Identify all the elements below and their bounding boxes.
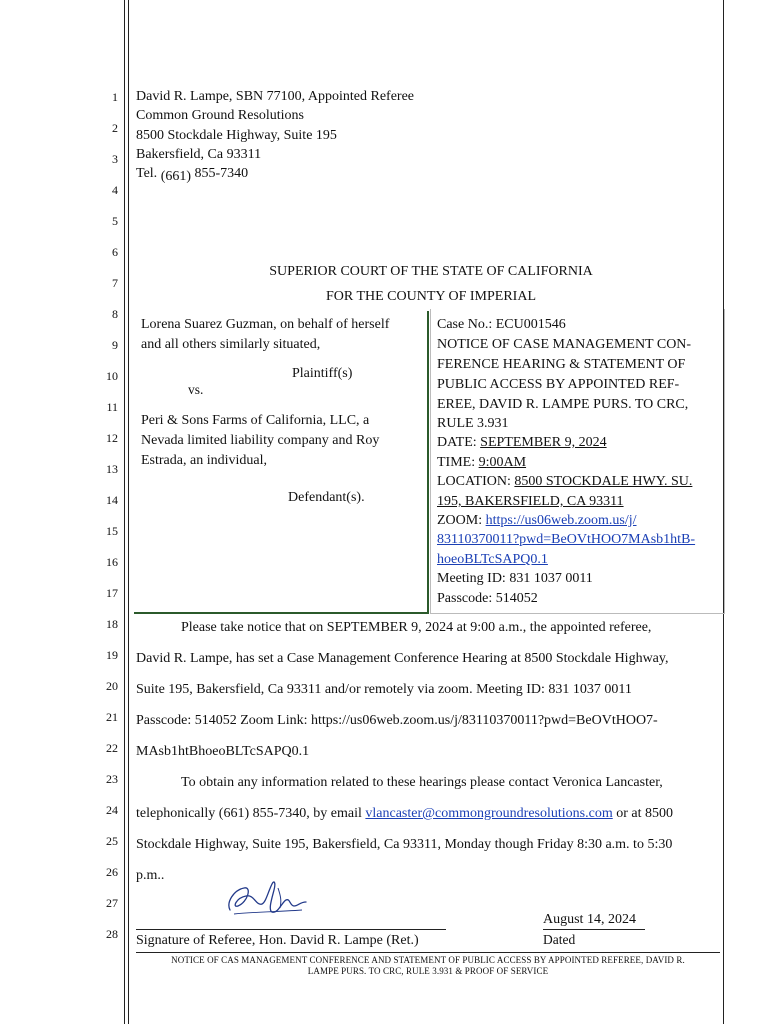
document-title-cont: PUBLIC ACCESS BY APPOINTED REF- <box>437 377 680 392</box>
paragraph-2-text: or at 8500 <box>612 806 673 821</box>
line-number: 7 <box>112 276 118 290</box>
paragraph-2-line: p.m.. <box>136 868 165 883</box>
zoom-link-cont[interactable]: hoeoBLTcSAPQ0.1 <box>437 552 548 567</box>
document-title-cont: RULE 3.931 <box>437 416 509 431</box>
case-number: Case No.: ECU001546 <box>437 317 566 332</box>
signature-caption: Signature of Referee, Hon. David R. Lampe (Ret.) <box>136 933 419 948</box>
dated-label: Dated <box>543 932 576 947</box>
line-number: 28 <box>106 927 118 941</box>
paragraph-1-line: Suite 195, Bakersfield, Ca 93311 and/or remotely via zoom. Meeting ID: 831 1037 0011 <box>136 682 632 697</box>
zoom-label: ZOOM: <box>437 513 483 528</box>
paragraph-2-line <box>136 806 673 822</box>
line-number: 18 <box>106 617 118 631</box>
document-title-cont: FERENCE HEARING & STATEMENT OF <box>437 357 686 372</box>
paragraph-1-line: David R. Lampe, has set a Case Management Conference Hearing at 8500 Stockdale Highway, <box>136 651 669 666</box>
time-label: TIME: <box>437 455 476 470</box>
hearing-time <box>437 455 526 471</box>
footer-line: LAMPE PURS. TO CRC, RULE 3.931 & PROOF OF SERVICE <box>307 966 549 976</box>
line-number: 4 <box>112 183 118 197</box>
line-number: 24 <box>106 803 118 817</box>
line-number: 19 <box>106 648 118 662</box>
line-number: 6 <box>112 245 118 259</box>
email-link[interactable]: vlancaster@commongroundresolutions.com <box>365 806 613 821</box>
footer-line: NOTICE OF CAS MANAGEMENT CONFERENCE AND STATEMENT OF PUBLIC ACCESS BY APPOINTED REFEREE, DAVID R. <box>171 955 685 965</box>
time-value: 9:00AM <box>478 455 527 470</box>
date-label: DATE: <box>437 435 477 450</box>
line-number: 1 <box>112 90 118 104</box>
zoom-link[interactable]: https://us06web.zoom.us/j/ <box>485 513 637 528</box>
paragraph-1-line: MAsb1htBhoeoBLTcSAPQ0.1 <box>136 744 310 759</box>
tel-prefix: Tel. <box>136 166 158 181</box>
passcode: Passcode: 514052 <box>437 591 538 606</box>
paragraph-2-text: telephonically (661) 855-7340, by email <box>136 806 366 821</box>
defendant-name-cont2: Estrada, an individual, <box>141 453 267 468</box>
firm-name: Common Ground Resolutions <box>136 108 305 123</box>
location-value: 8500 STOCKDALE HWY. SU. <box>514 474 693 489</box>
location-label: LOCATION: <box>437 474 511 489</box>
line-number: 21 <box>106 710 118 724</box>
plaintiff-role: Plaintiff(s) <box>292 366 353 381</box>
line-number: 5 <box>112 214 118 228</box>
defendant-role: Defendant(s). <box>288 490 365 505</box>
document-title: NOTICE OF CASE MANAGEMENT CON- <box>437 337 692 352</box>
defendant-name: Peri & Sons Farms of California, LLC, a <box>141 413 370 428</box>
line-number: 13 <box>106 462 118 476</box>
line-number: 27 <box>106 896 118 910</box>
line-number: 17 <box>106 586 118 600</box>
line-number: 11 <box>106 400 118 414</box>
line-number: 26 <box>106 865 118 879</box>
footer <box>136 955 720 977</box>
hearing-date <box>437 435 607 451</box>
date-line <box>543 929 645 930</box>
paragraph-2-line: To obtain any information related to these hearings please contact Veronica Lancaster, <box>181 775 663 790</box>
zoom-info <box>437 513 637 529</box>
court-county: FOR THE COUNTY OF IMPERIAL <box>325 289 536 304</box>
line-number: 3 <box>112 152 118 166</box>
tel-area-code: (661) <box>160 169 192 184</box>
line-number: 14 <box>106 493 118 507</box>
date-value: SEPTEMBER 9, 2024 <box>480 435 607 450</box>
meeting-id: Meeting ID: 831 1037 0011 <box>437 571 593 586</box>
line-number: 16 <box>106 555 118 569</box>
plaintiff-name: Lorena Suarez Guzman, on behalf of herself <box>141 317 390 332</box>
plaintiff-name-cont: and all others similarly situated, <box>141 337 321 352</box>
line-number: 15 <box>106 524 118 538</box>
hearing-location <box>437 474 692 490</box>
location-value-cont: 195, BAKERSFIELD, CA 93311 <box>437 494 624 509</box>
signature-line <box>136 929 446 930</box>
paragraph-1-line: Please take notice that on SEPTEMBER 9, 2024 at 9:00 a.m., the appointed referee, <box>181 620 652 635</box>
margin-rule-left-inner <box>128 0 129 1024</box>
signature-date: August 14, 2024 <box>543 912 636 927</box>
line-number: 2 <box>112 121 118 135</box>
telephone <box>136 166 248 182</box>
paragraph-1-line: Passcode: 514052 Zoom Link: https://us06web.zoom.us/j/83110370011?pwd=BeOVtHOO7- <box>136 713 658 728</box>
address-street: 8500 Stockdale Highway, Suite 195 <box>136 128 337 143</box>
line-number: 8 <box>112 307 118 321</box>
tel-number: 855-7340 <box>194 166 249 181</box>
line-number: 23 <box>106 772 118 786</box>
paragraph-2-line: Stockdale Highway, Suite 195, Bakersfield, Ca 93311, Monday though Friday 8:30 a.m. to 5:30 <box>136 837 673 852</box>
line-number: 22 <box>106 741 118 755</box>
court-title: SUPERIOR COURT OF THE STATE OF CALIFORNIA <box>269 264 593 279</box>
zoom-link-cont[interactable]: 83110370011?pwd=BeOVtHOO7MAsb1htB- <box>437 532 696 547</box>
line-number: 10 <box>106 369 118 383</box>
defendant-name-cont: Nevada limited liability company and Roy <box>141 433 380 448</box>
margin-rule-left-outer <box>124 0 125 1024</box>
attorney-name: David R. Lampe, SBN 77100, Appointed Referee <box>136 89 415 104</box>
line-number: 25 <box>106 834 118 848</box>
document-title-cont: EREE, DAVID R. LAMPE PURS. TO CRC, <box>437 397 689 412</box>
line-number: 9 <box>112 338 118 352</box>
footer-rule <box>136 952 720 953</box>
address-city: Bakersfield, Ca 93311 <box>136 147 262 162</box>
line-number: 12 <box>106 431 118 445</box>
signature-image <box>222 876 312 922</box>
versus: vs. <box>188 382 204 397</box>
line-number: 20 <box>106 679 118 693</box>
